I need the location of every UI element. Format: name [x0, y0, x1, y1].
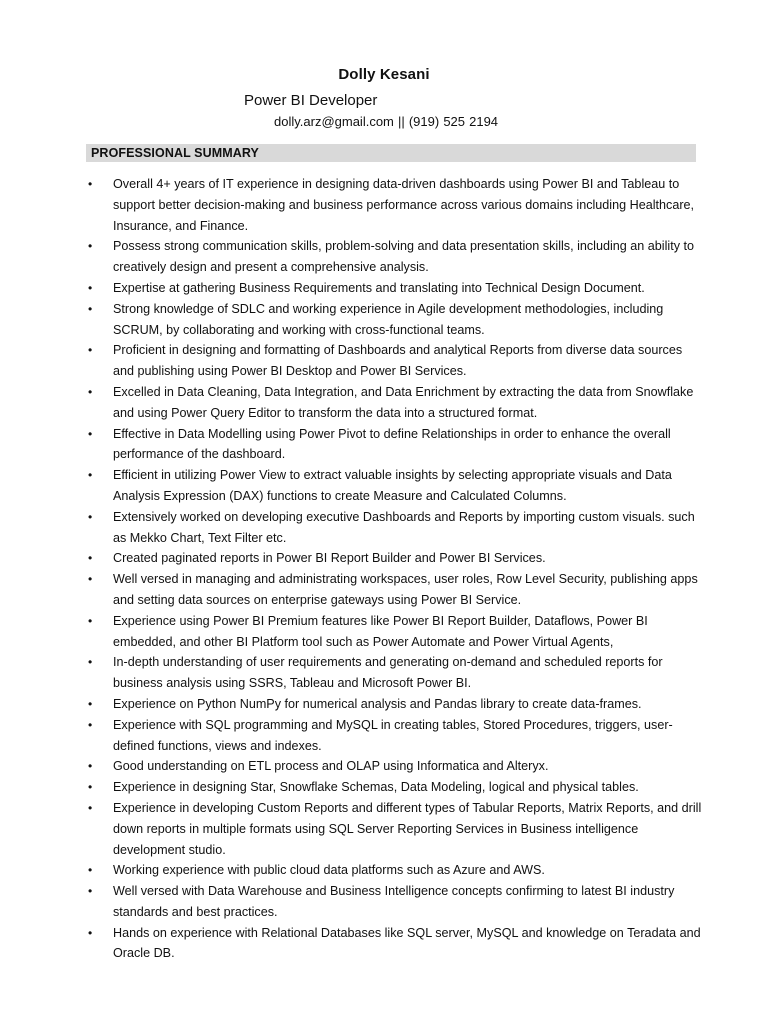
list-item-text: Possess strong communication skills, problem-solving and data presentation skills, including an ability to creatively design and present a comprehensive analysis. [113, 239, 694, 275]
list-item [86, 424, 706, 466]
list-item-text: Working experience with public cloud data platforms such as Azure and AWS. [113, 863, 545, 878]
list-item [86, 299, 706, 341]
bullet-icon: • [88, 280, 93, 295]
list-item-text: In-depth understanding of user requirements and generating on-demand and scheduled reports for business analysis using SSRS, Tableau and Microsoft Power BI. [113, 655, 663, 691]
bullet-icon: • [88, 177, 93, 191]
bullet-icon: • [88, 863, 93, 878]
list-item [86, 278, 706, 299]
list-item-text: Experience using Power BI Premium features like Power BI Report Builder, Dataflows, Power BI embedded, and other BI Platform tool such as Power Automate and Power Virtual Agents, [113, 613, 648, 649]
list-item [86, 881, 706, 923]
list-item-text: Extensively worked on developing executive Dashboards and Reports by importing custom visuals. such as Mekko Chart, Text Filter etc. [113, 509, 695, 545]
bullet-icon: • [88, 301, 93, 316]
list-item-text: Experience in designing Star, Snowflake Schemas, Data Modeling, logical and physical tables. [113, 780, 639, 795]
list-item [86, 465, 706, 507]
list-item-text: Overall 4+ years of IT experience in designing data-driven dashboards using Power BI and Tableau to support better decision-making and business performance across various domains including Healthcare, Insurance, and Finance. [113, 177, 695, 233]
list-item [86, 548, 706, 569]
list-item-text: Well versed in managing and administrating workspaces, user roles, Row Level Security, publishing apps and setting data sources on enterprise gateways using Power BI Service. [113, 572, 698, 607]
bullet-icon: • [88, 800, 93, 815]
bullet-icon: • [88, 572, 93, 587]
list-item-text: Created paginated reports in Power BI Report Builder and Power BI Services. [113, 551, 546, 566]
list-item [86, 569, 706, 611]
list-item [86, 777, 706, 798]
job-title: Power BI Developer [244, 92, 378, 109]
list-item [86, 715, 706, 757]
list-item [86, 236, 706, 278]
bullet-icon: • [88, 468, 93, 483]
list-item [86, 611, 706, 653]
list-item [86, 798, 706, 860]
bullet-icon: • [88, 696, 93, 711]
candidate-name: Dolly Kesani [338, 66, 430, 83]
list-item [86, 860, 706, 881]
list-item [86, 340, 706, 382]
summary-list [86, 174, 706, 964]
list-item-text: Effective in Data Modelling using Power Pivot to define Relationships in order to enhance the overall performance of the dashboard. [113, 426, 671, 462]
list-item-text: Efficient in utilizing Power View to extract valuable insights by selecting appropriate visuals and Data Analysis Expression (DAX) functions to create Measure and Calculated Columns. [113, 468, 672, 503]
list-item-text: Excelled in Data Cleaning, Data Integration, and Data Enrichment by extracting the data from Snowflake and using Power Query Editor to transform the data into a structured format. [113, 384, 694, 420]
bullet-icon: • [88, 884, 93, 899]
section-title: PROFESSIONAL SUMMARY [91, 146, 259, 160]
list-item-text: Experience in developing Custom Reports and different types of Tabular Reports, Matrix Reports, and drill down reports in multiple formats using SQL Server Reporting Services in Business intelligence development studio. [113, 800, 702, 857]
bullet-icon: • [88, 759, 93, 774]
contact-info: dolly.arz@gmail.com || (919) 525 2194 [274, 114, 499, 129]
bullet-icon: • [88, 551, 93, 566]
list-item [86, 756, 706, 777]
list-item-text: Proficient in designing and formatting of Dashboards and analytical Reports from diverse data sources and publishing using Power BI Desktop and Power BI Services. [113, 343, 683, 379]
list-item-text: Hands on experience with Relational Databases like SQL server, MySQL and knowledge on Teradata and Oracle DB. [113, 925, 701, 961]
bullet-icon: • [88, 655, 93, 670]
professional-summary-header [86, 144, 696, 162]
bullet-icon: • [88, 780, 93, 795]
list-item-text: Experience on Python NumPy for numerical analysis and Pandas library to create data-frames. [113, 696, 642, 711]
list-item-text: Strong knowledge of SDLC and working experience in Agile development methodologies, including SCRUM, by collaborating and working with cross-functional teams. [113, 301, 664, 337]
list-item [86, 923, 706, 965]
bullet-icon: • [88, 384, 93, 399]
bullet-icon: • [88, 613, 93, 628]
bullet-icon: • [88, 239, 93, 254]
list-item-text: Good understanding on ETL process and OLAP using Informatica and Alteryx. [113, 759, 549, 774]
bullet-icon: • [88, 717, 93, 732]
list-item [86, 652, 706, 694]
bullet-icon: • [88, 509, 93, 524]
list-item [86, 694, 706, 715]
list-item [86, 382, 706, 424]
bullet-icon: • [88, 925, 93, 940]
list-item-text: Expertise at gathering Business Requirements and translating into Technical Design Document. [113, 280, 645, 295]
list-item-text: Well versed with Data Warehouse and Business Intelligence concepts confirming to latest BI industry standards and best practices. [113, 884, 675, 919]
list-item-text: Experience with SQL programming and MySQL in creating tables, Stored Procedures, triggers, user-defined functions, views and indexes. [113, 717, 673, 753]
list-item [86, 174, 706, 236]
list-item [86, 507, 706, 549]
bullet-icon: • [88, 343, 93, 358]
bullet-icon: • [88, 426, 93, 441]
